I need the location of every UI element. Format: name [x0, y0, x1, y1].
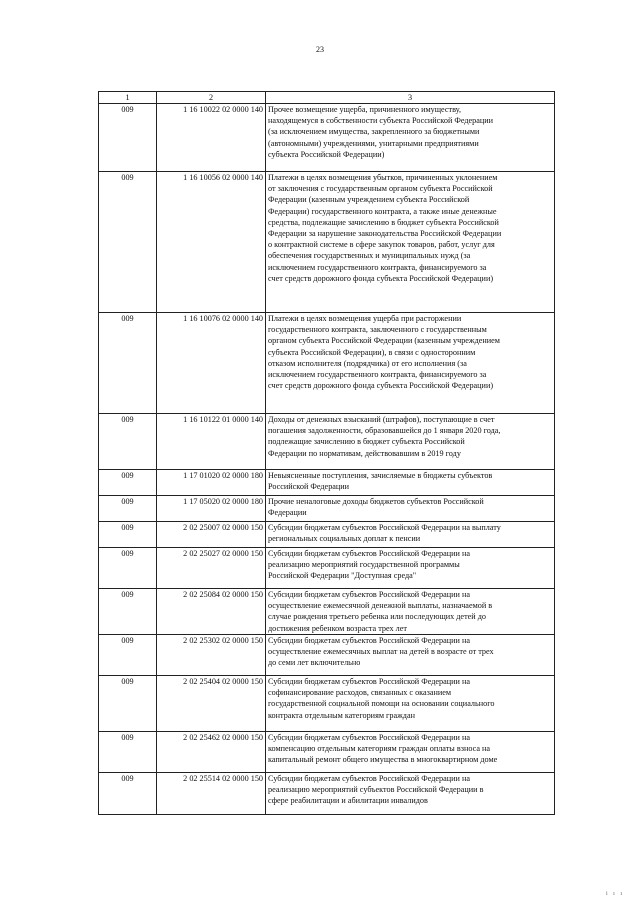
- description-line: Субсидии бюджетам субъектов Российской Федерации на: [268, 677, 470, 686]
- table-row: [99, 414, 555, 470]
- description-line: контракта отдельным категориям граждан: [268, 710, 415, 720]
- description-line: Доходы от денежных взысканий (штрафов), поступающие в счет: [268, 415, 495, 424]
- description-line: Субсидии бюджетам субъектов Российской Федерации на: [268, 549, 470, 558]
- description-line: счет средств дорожного фонда субъекта Российской Федерации): [268, 273, 494, 283]
- description-line: Невыясненные поступления, зачисляемые в бюджеты субъектов: [268, 471, 493, 480]
- description-line: Платежи в целях возмещения ущерба при расторжении: [268, 314, 462, 323]
- revenue-code-cell: 1 16 10056 02 0000 140: [157, 172, 266, 313]
- description-line: капитальный ремонт общего имущества в многоквартирном доме: [268, 755, 498, 765]
- description-line: подлежащие зачислению в бюджет субъекта Российской: [268, 437, 465, 447]
- description-cell: [266, 635, 555, 676]
- description-line: реализацию мероприятий государственной программы: [268, 560, 460, 570]
- description-line: Федерации за нарушение законодательства Российской Федерации: [268, 229, 502, 239]
- admin-code-cell: 009: [99, 548, 157, 589]
- description-line: исключением государственного контракта, финансируемого за: [268, 262, 487, 272]
- description-line: счет средств дорожного фонда субъекта Российской Федерации): [268, 381, 494, 391]
- description-line: Субсидии бюджетам субъектов Российской Федерации на: [268, 733, 470, 742]
- table-row: [99, 522, 555, 548]
- description-line: реализацию мероприятий субъектов Российской Федерации в: [268, 785, 484, 795]
- description-line: Субсидии бюджетам субъектов Российской Федерации на: [268, 636, 470, 645]
- description-cell: [266, 773, 555, 815]
- description-line: субъекта Российской Федерации), в связи с односторонним: [268, 347, 476, 357]
- admin-code-cell: 009: [99, 104, 157, 172]
- admin-code-cell: 009: [99, 496, 157, 522]
- description-cell: [266, 589, 555, 635]
- description-cell: [266, 548, 555, 589]
- description-line: государственного контракта, заключенного с государственным: [268, 325, 487, 335]
- description-cell: [266, 676, 555, 732]
- description-line: Платежи в целях возмещения убытков, причиненных уклонением: [268, 173, 498, 182]
- description-line: Российской Федерации "Доступная среда": [268, 571, 417, 581]
- description-line: осуществление ежемесячной денежной выплаты, назначаемой в: [268, 601, 493, 611]
- table-row: [99, 589, 555, 635]
- description-cell: [266, 172, 555, 313]
- description-cell: [266, 522, 555, 548]
- description-cell: [266, 414, 555, 470]
- table-row: [99, 676, 555, 732]
- table-row: [99, 773, 555, 815]
- corner-mark: i ı ı: [605, 891, 624, 897]
- description-cell: [266, 496, 555, 522]
- description-line: региональных социальных доплат к пенсии: [268, 534, 421, 544]
- description-line: (автономными) учреждениями, унитарными предприятиями: [268, 138, 479, 148]
- table-row: [99, 548, 555, 589]
- admin-code-cell: 009: [99, 313, 157, 414]
- table-row: [99, 172, 555, 313]
- revenue-code-cell: 1 17 05020 02 0000 180: [157, 496, 266, 522]
- header-col-1: 1: [99, 92, 157, 104]
- description-line: находящемуся в собственности субъекта Российской Федерации: [268, 116, 494, 126]
- header-col-3: 3: [266, 92, 555, 104]
- description-line: отказом исполнителя (подрядчика) от его исполнения (за: [268, 358, 467, 368]
- revenue-code-cell: 2 02 25462 02 0000 150: [157, 732, 266, 773]
- page-number: 23: [316, 45, 324, 54]
- description-line: Федерации по нормативам, действовавшим в 2019 году: [268, 448, 461, 458]
- description-line: до семи лет включительно: [268, 658, 361, 668]
- admin-code-cell: 009: [99, 172, 157, 313]
- description-line: Субсидии бюджетам субъектов Российской Федерации на выплату: [268, 523, 501, 532]
- description-line: обеспечения государственных и муниципальных нужд (за: [268, 251, 471, 261]
- description-line: сфере реабилитации и абилитации инвалидов: [268, 796, 428, 806]
- revenue-code-cell: 2 02 25514 02 0000 150: [157, 773, 266, 815]
- revenue-code-cell: 2 02 25027 02 0000 150: [157, 548, 266, 589]
- description-line: от заключения с государственным органом субъекта Российской: [268, 184, 493, 194]
- description-line: Российской Федерации: [268, 482, 350, 492]
- admin-code-cell: 009: [99, 414, 157, 470]
- revenue-code-cell: 1 16 10076 02 0000 140: [157, 313, 266, 414]
- admin-code-cell: 009: [99, 522, 157, 548]
- description-cell: [266, 104, 555, 172]
- revenue-code-cell: 2 02 25007 02 0000 150: [157, 522, 266, 548]
- description-line: исключением государственного контракта, финансируемого за: [268, 370, 487, 380]
- table-row: [99, 496, 555, 522]
- revenue-code-cell: 1 17 01020 02 0000 180: [157, 470, 266, 496]
- admin-code-cell: 009: [99, 470, 157, 496]
- admin-code-cell: 009: [99, 676, 157, 732]
- description-line: погашения задолженности, образовавшейся до 1 января 2020 года,: [268, 426, 501, 436]
- description-line: Субсидии бюджетам субъектов Российской Федерации на: [268, 590, 470, 599]
- table-row: [99, 104, 555, 172]
- table-row: [99, 470, 555, 496]
- description-line: осуществление ежемесячных выплат на детей в возрасте от трех: [268, 647, 494, 657]
- revenue-code-cell: 1 16 10022 02 0000 140: [157, 104, 266, 172]
- budget-revenue-table: [98, 91, 555, 815]
- description-line: компенсацию отдельным категориям граждан оплаты взноса на: [268, 744, 491, 754]
- table-row: [99, 732, 555, 773]
- description-line: Федерации) государственного контракта, а также иные денежные: [268, 206, 497, 216]
- table-row: [99, 635, 555, 676]
- table-row: [99, 313, 555, 414]
- description-line: (за исключением имущества, закрепленного за бюджетными: [268, 127, 480, 137]
- description-line: Прочие неналоговые доходы бюджетов субъектов Российской: [268, 497, 484, 506]
- description-cell: [266, 732, 555, 773]
- revenue-code-cell: 2 02 25084 02 0000 150: [157, 589, 266, 635]
- description-line: Федерации (казенным учреждением субъекта Российской: [268, 195, 470, 205]
- description-line: о контрактной системе в сфере закупок товаров, работ, услуг для: [268, 240, 495, 250]
- admin-code-cell: 009: [99, 635, 157, 676]
- revenue-code-cell: 2 02 25302 02 0000 150: [157, 635, 266, 676]
- description-line: случае рождения третьего ребенка или последующих детей до: [268, 612, 486, 622]
- admin-code-cell: 009: [99, 732, 157, 773]
- description-line: органом субъекта Российской Федерации (казенным учреждением: [268, 336, 500, 346]
- description-line: Федерации: [268, 508, 307, 518]
- admin-code-cell: 009: [99, 589, 157, 635]
- admin-code-cell: 009: [99, 773, 157, 815]
- description-line: софинансирование расходов, связанных с оказанием: [268, 688, 452, 698]
- description-line: субъекта Российской Федерации): [268, 149, 385, 159]
- description-line: государственной социальной помощи на основании социального: [268, 699, 495, 709]
- header-col-2: 2: [157, 92, 266, 104]
- revenue-code-cell: 1 16 10122 01 0000 140: [157, 414, 266, 470]
- description-cell: [266, 313, 555, 414]
- description-line: достижения ребенком возраста трех лет: [268, 623, 407, 633]
- description-cell: [266, 470, 555, 496]
- header-row: [99, 92, 555, 104]
- description-line: Прочее возмещение ущерба, причиненного имуществу,: [268, 105, 461, 114]
- revenue-code-cell: 2 02 25404 02 0000 150: [157, 676, 266, 732]
- description-line: Субсидии бюджетам субъектов Российской Федерации на: [268, 774, 470, 783]
- description-line: средства, подлежащие зачислению в бюджет субъекта Российской: [268, 217, 499, 227]
